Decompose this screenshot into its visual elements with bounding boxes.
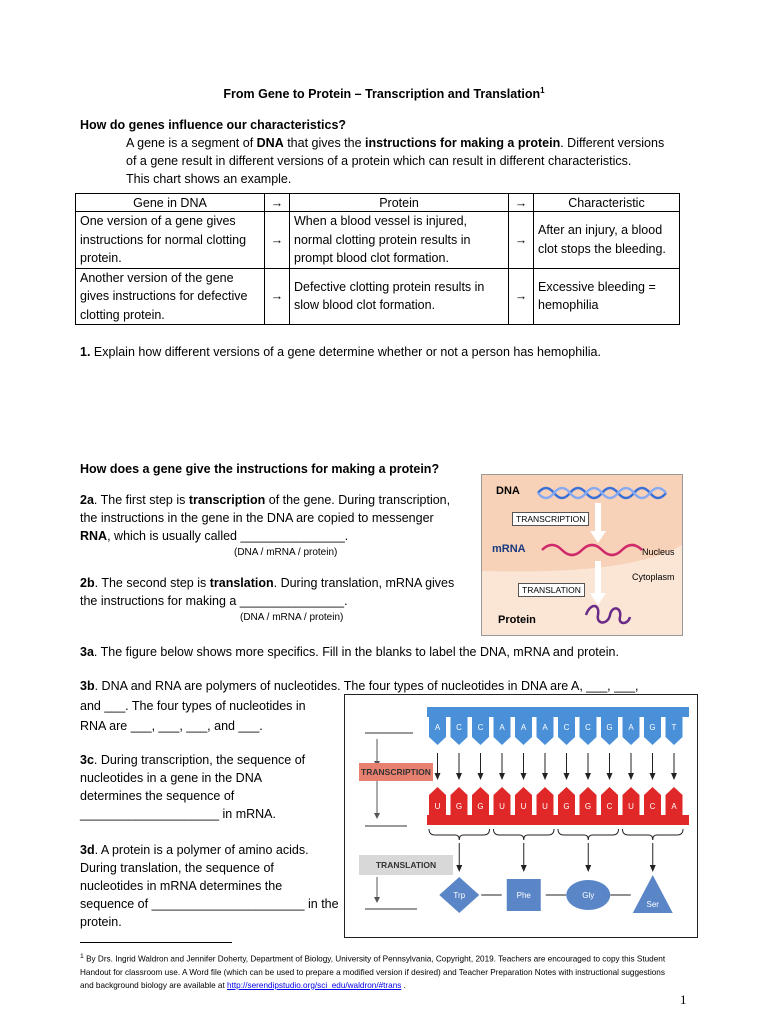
fig1-mrna-label: mRNA [492,543,526,555]
transcription-arrow-head [564,773,570,780]
rna-nucleotide-letter: G [455,802,463,811]
question-3c-line-2: nucleotides in a gene in the DNA [80,771,263,785]
question-2a-line-3: RNA, which is usually called _______________. [80,529,349,543]
rna-nucleotide-letter: U [520,802,527,811]
transcription-arrow-head [628,773,634,780]
translation-arrow-head [456,865,462,872]
rna-nucleotide-letter: U [434,802,441,811]
question-1: 1. Explain how different versions of a gene determine whether or not a person has hemophilia. [80,345,601,359]
question-3c-line-1: 3c. During transcription, the sequence of [80,753,306,767]
dna-nucleotide-letter: G [606,723,613,732]
question-3c-line-4: ____________________ in mRNA. [80,807,276,821]
arrow-icon: → [265,212,290,269]
amino-acid-label: Gly [582,891,595,900]
translation-arrow-head [521,865,527,872]
rna-nucleotide-letter: U [628,802,634,811]
codon-brace [558,829,619,840]
dna-nucleotide-letter: C [456,723,462,732]
table-cell: Another version of the gene gives instructions for defective clotting protein. [76,268,265,325]
translation-arrow-head [585,865,591,872]
rna-nucleotide-letter: A [671,802,677,811]
rna-nucleotide-letter: G [563,802,570,811]
amino-acid-label: Ser [646,900,659,909]
question-2b-line-1: 2b. The second step is translation. During translation, mRNA gives [80,576,455,590]
intro-line-2: of a gene result in different versions of a protein which can result in different characteristics. [126,154,632,168]
gene-protein-table [75,193,680,325]
down-arrow-shaft [595,503,601,533]
choices-2a: (DNA / mRNA / protein) [234,547,338,558]
fig2-translation-label: TRANSLATION [359,855,453,875]
question-3d-line-1: 3d. A protein is a polymer of amino acids. [80,843,309,857]
codon-brace [623,829,684,840]
translation-arrow-head [650,865,656,872]
rna-nucleotide-letter: U [542,802,548,811]
rna-backbone [427,815,689,825]
rna-nucleotide-letter: G [584,802,592,811]
codon-brace [494,829,555,840]
dna-nucleotide-letter: T [671,723,677,732]
fig1-protein-label: Protein [498,614,536,626]
transcription-arrow-head [542,773,548,780]
table-cell: Excessive bleeding = hemophilia [534,268,680,325]
table-row [76,212,680,269]
table-header: → [509,194,534,212]
question-how: How does a gene give the instructions for making a protein? [80,462,440,476]
table-header-row [76,194,680,212]
fig1-nucleus-label: Nucleus [642,547,675,557]
choices-2b: (DNA / mRNA / protein) [240,612,344,623]
transcription-translation-figure [344,694,698,938]
question-3b-line-2: and ___. The four types of nucleotides in [80,699,306,713]
footnote-link[interactable]: http://serendipstudio.org/sci_edu/waldron/#trans [227,980,402,990]
down-arrow-head [590,593,606,605]
fig1-translation-label: TRANSLATION [518,583,585,597]
rna-nucleotide-letter: G [477,802,484,811]
table-cell: One version of a gene gives instructions for normal clotting protein. [76,212,265,269]
codon-brace [429,829,490,840]
fig1-transcription-label: TRANSCRIPTION [512,512,589,526]
dna-nucleotide-letter: A [499,723,505,732]
table-header: Characteristic [534,194,680,212]
question-3d-line-5: protein. [80,915,122,929]
transcription-arrow-head [478,773,484,780]
dna-nucleotide-letter: G [649,723,656,732]
transcription-arrow-head [435,773,441,780]
amino-acid-label: Phe [516,891,531,900]
down-arrow-shaft [595,561,601,595]
question-3b-line-3: RNA are ___, ___, ___, and ___. [80,719,263,733]
footnote: $^1$ By Drs. Ingrid Waldron and Jennifer Doherty, Department of Biology, University of Pennsylvania, Copyright, 2019. Teachers are encouraged to copy this Student Handout for classroom use. A Word file (which can be used to prepare a modified version if desired) and Teacher Preparation Notes with instructional suggestions and background biology are available at http://serendipstudio.org/sci_edu/waldron/#trans . [80,953,666,990]
table-header: Gene in DNA [76,194,265,212]
rna-nucleotide-letter: C [649,802,656,811]
question-2b-line-2: the instructions for making a _______________. [80,594,348,608]
gene-expression-figure [481,474,683,636]
transcription-arrow-head [607,773,613,780]
flow-arrow-head [374,897,380,903]
dna-nucleotide-letter: A [520,723,527,732]
fig2-transcription-label: TRANSCRIPTION [359,763,433,781]
transcription-arrow-head [671,773,677,780]
intro-paragraph: A gene is a segment of DNA that gives the instructions for making a protein. Different versions [126,136,665,150]
footnote-rule [80,942,232,943]
question-3c-line-3: determines the sequence of [80,789,235,803]
dna-nucleotide-letter: C [477,723,484,732]
question-3d-line-3: nucleotides in mRNA determines the [80,879,283,893]
table-header: → [265,194,290,212]
dna-nucleotide-letter: A [434,723,441,732]
arrow-icon: → [509,212,534,269]
amino-acid-label: Trp [453,891,466,900]
question-2a-line-1: 2a. The first step is transcription of the gene. During transcription, [80,493,451,507]
question-2a-line-2: the instructions in the gene in the DNA are copied to messenger [80,511,434,525]
question-3b-line-1: 3b. DNA and RNA are polymers of nucleotides. The four types of nucleotides in DNA are A, ___, ___, [80,679,639,693]
flow-arrow-head [374,813,380,819]
protein-chain [586,606,630,623]
arrow-icon: → [509,268,534,325]
intro-line-3: This chart shows an example. [126,172,292,186]
transcription-arrow-head [585,773,591,780]
table-row [76,268,680,325]
dna-nucleotide-letter: C [585,723,591,732]
transcription-arrow-head [521,773,527,780]
rna-nucleotide-letter: C [606,802,613,811]
question-3d-line-4: sequence of ______________________ in the [80,897,339,911]
transcription-arrow-head [499,773,505,780]
dna-nucleotide-letter: C [563,723,570,732]
dna-backbone [427,707,689,717]
transcription-arrow-head [456,773,462,780]
rna-nucleotide-letter: U [499,802,505,811]
transcription-arrow-head [650,773,656,780]
page-title: From Gene to Protein – Transcription and Translation$^1$ [223,86,545,102]
table-header: Protein [290,194,509,212]
page-number: 1 [680,992,687,1007]
question-3d-line-2: During translation, the sequence of [80,861,274,875]
fig1-cytoplasm-label: Cytoplasm [632,572,675,582]
dna-nucleotide-letter: A [542,723,548,732]
table-cell: When a blood vessel is injured, normal clotting protein results in prompt blood clot formation. [290,212,509,269]
fig1-dna-label: DNA [496,485,520,497]
question-3a: 3a. The figure below shows more specifics. Fill in the blanks to label the DNA, mRNA and protein. [80,645,619,659]
question-intro: How do genes influence our characteristics? [80,118,347,132]
arrow-icon: → [265,268,290,325]
table-cell: After an injury, a blood clot stops the bleeding. [534,212,680,269]
dna-nucleotide-letter: A [628,723,634,732]
table-cell: Defective clotting protein results in slow blood clot formation. [290,268,509,325]
